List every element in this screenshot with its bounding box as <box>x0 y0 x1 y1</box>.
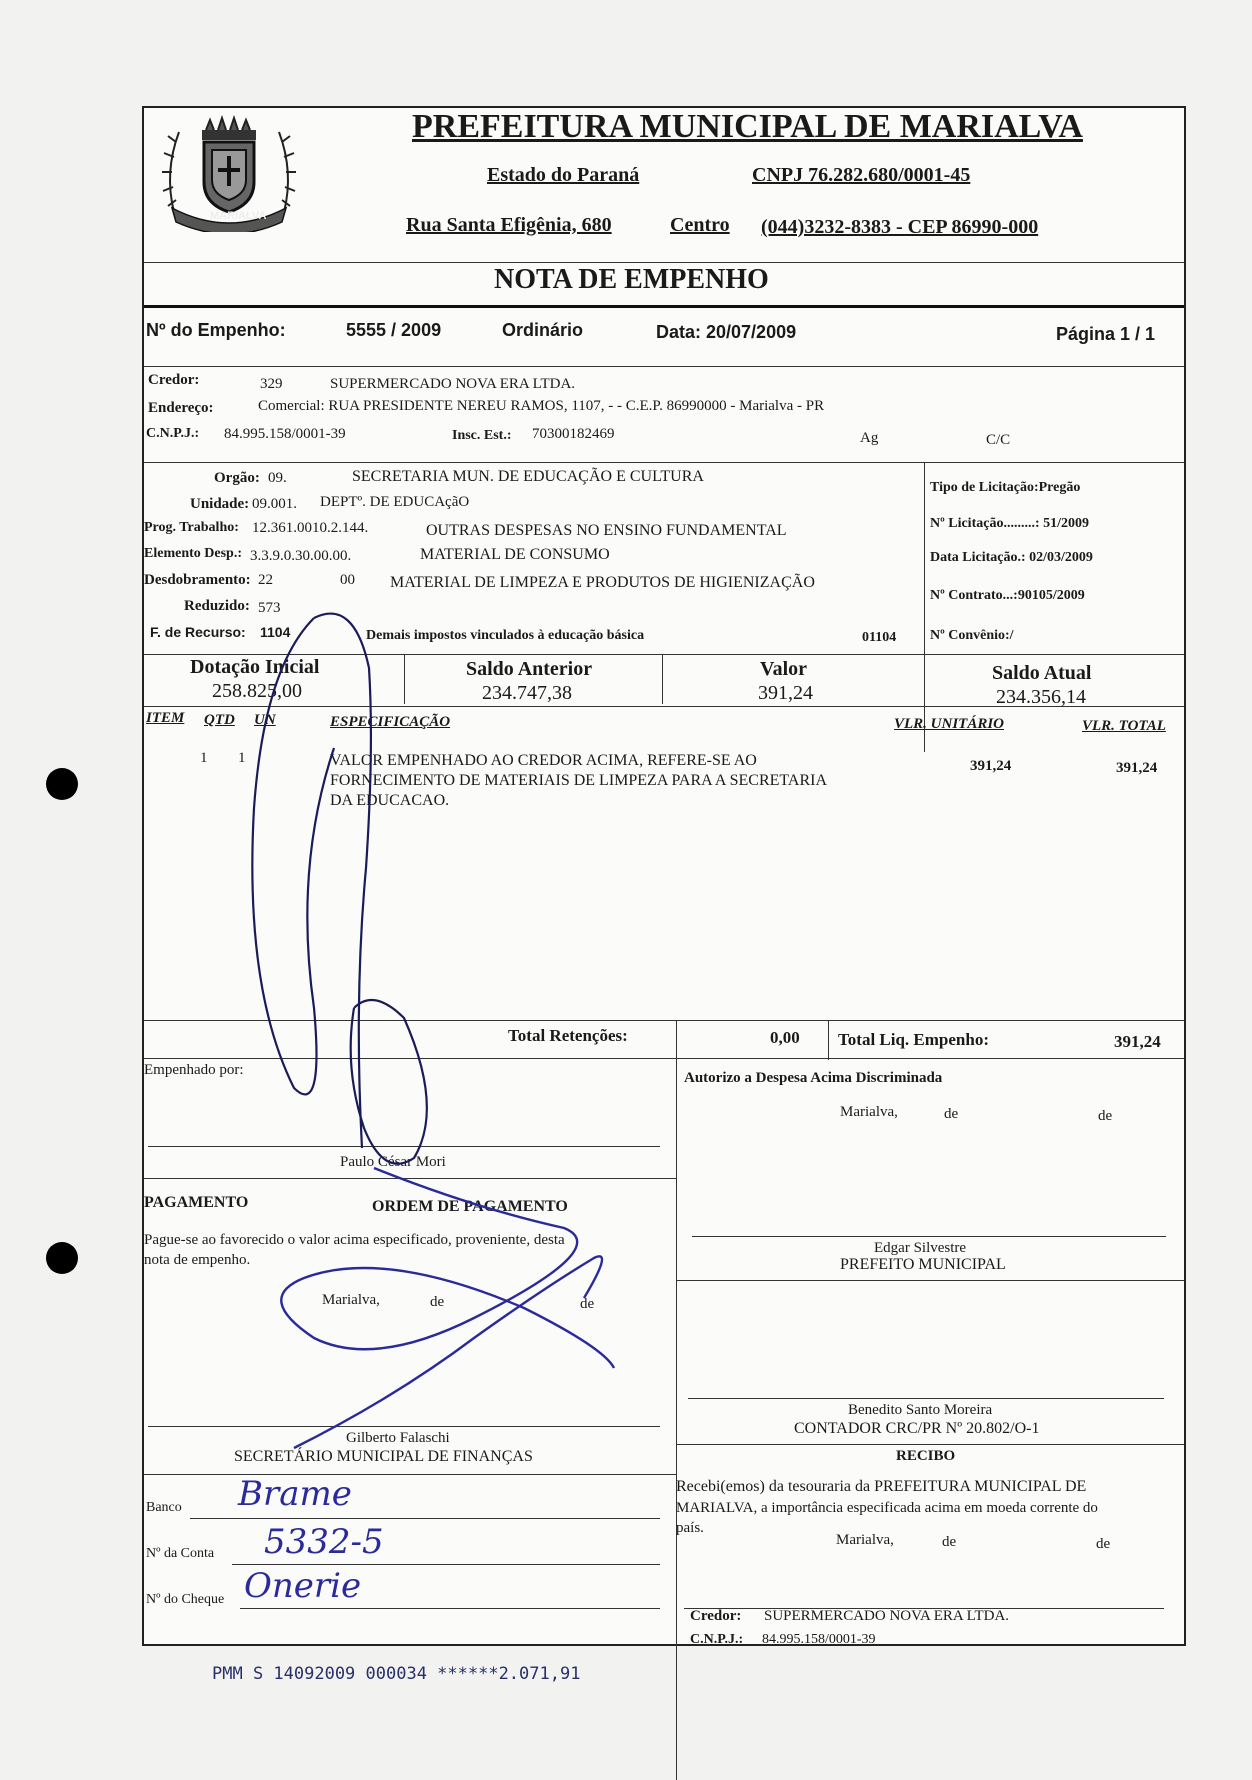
desdobramento-label: Desdobramento: <box>144 572 251 588</box>
pagamento-label: PAGAMENTO <box>144 1194 249 1211</box>
recibo-de-2: de <box>1096 1536 1111 1552</box>
total-retencoes-value: 0,00 <box>770 1028 800 1047</box>
prefeito-role: PREFEITO MUNICIPAL <box>840 1256 1006 1273</box>
empenhado-por-name: Paulo César Mori <box>340 1154 446 1170</box>
credor-code: 329 <box>260 376 283 392</box>
data-licitacao: Data Licitação.: 02/03/2009 <box>930 550 1093 565</box>
state-name: Estado do Paraná <box>487 164 640 186</box>
banco-label: Banco <box>146 1500 182 1515</box>
saldo-atual-label: Saldo Atual <box>992 662 1092 684</box>
saldo-anterior-label: Saldo Anterior <box>466 658 593 680</box>
contador-role: CONTADOR CRC/PR Nº 20.802/O-1 <box>794 1420 1040 1437</box>
reduzido-value: 573 <box>258 600 281 616</box>
col-qtd: QTD <box>204 712 235 728</box>
prefeito-name: Edgar Silvestre <box>874 1240 967 1256</box>
page-number: Página 1 / 1 <box>1056 324 1156 344</box>
credor-address: Comercial: RUA PRESIDENTE NEREU RAMOS, 1107, - - C.E.P. 86990000 - Marialva - PR <box>258 398 825 414</box>
conta-label: Nº da Conta <box>146 1546 215 1561</box>
credor-name: SUPERMERCADO NOVA ERA LTDA. <box>330 376 576 392</box>
item-unit-value: 391,24 <box>970 758 1012 774</box>
pagamento-de-2: de <box>580 1296 595 1312</box>
col-valor-unitario: VLR. UNITÁRIO <box>894 716 1005 732</box>
total-liquido-label: Total Liq. Empenho: <box>838 1030 989 1049</box>
credor-label: Credor: <box>148 372 200 388</box>
recibo-marialva-label: Marialva, <box>836 1532 894 1548</box>
col-valor-total: VLR. TOTAL <box>1082 718 1166 734</box>
ordem-pagamento-label: ORDEM DE PAGAMENTO <box>372 1198 568 1215</box>
orgao-code: 09. <box>268 470 287 486</box>
item-total-value: 391,24 <box>1116 760 1158 776</box>
recibo-credor-label: Credor: <box>690 1608 742 1624</box>
item-qty: 1 <box>238 750 246 766</box>
fonte-recurso-ref: 01104 <box>862 630 897 645</box>
elemento-label: Elemento Desp.: <box>144 546 242 561</box>
prog-trabalho-label: Prog. Trabalho: <box>144 520 239 535</box>
item-desc-line3: DA EDUCACAO. <box>330 792 450 809</box>
empenhado-por-label: Empenhado por: <box>144 1062 244 1078</box>
banco-handwritten: Brame <box>238 1474 352 1514</box>
reduzido-label: Reduzido: <box>184 598 250 614</box>
dotacao-inicial-label: Dotação Inicial <box>190 656 320 678</box>
numero-contrato: Nº Contrato...:90105/2009 <box>930 588 1085 603</box>
punch-hole-bottom <box>46 1242 78 1274</box>
credor-ie: 70300182469 <box>532 426 615 442</box>
tipo-licitacao: Tipo de Licitação:Pregão <box>930 480 1081 495</box>
recibo-line2: MARIALVA, a importância especificada acima em moeda corrente do <box>676 1500 1098 1516</box>
secretario-role: SECRETÁRIO MUNICIPAL DE FINANÇAS <box>234 1448 533 1465</box>
pagamento-de-1: de <box>430 1294 445 1310</box>
empenho-form <box>142 106 1186 1646</box>
prog-trabalho-name: OUTRAS DESPESAS NO ENSINO FUNDAMENTAL <box>426 522 787 539</box>
autorizo-de-2: de <box>1098 1108 1113 1124</box>
ie-label: Insc. Est.: <box>452 428 512 443</box>
empenho-number: 5555 / 2009 <box>346 320 442 340</box>
recibo-title: RECIBO <box>896 1448 956 1464</box>
numero-licitacao: Nº Licitação.........: 51/2009 <box>930 516 1089 531</box>
address-label: Endereço: <box>148 400 214 416</box>
desdobramento-sub: 00 <box>340 572 355 588</box>
fonte-recurso-code: 1104 <box>260 624 291 640</box>
saldo-anterior-value: 234.747,38 <box>482 682 572 704</box>
autorizo-marialva-label: Marialva, <box>840 1104 898 1120</box>
col-item: ITEM <box>146 710 185 726</box>
municipality-cnpj: CNPJ 76.282.680/0001-45 <box>752 164 971 186</box>
fonte-recurso-name: Demais impostos vinculados à educação básica <box>366 628 645 643</box>
empenho-date: Data: 20/07/2009 <box>656 322 797 342</box>
unidade-label: Unidade: <box>190 496 250 512</box>
unidade-code: 09.001. <box>252 496 297 512</box>
pague-se-line1: Pague-se ao favorecido o valor acima especificado, proveniente, desta <box>144 1232 565 1248</box>
autorizo-de-1: de <box>944 1106 959 1122</box>
unidade-name: DEPTº. DE EDUCAçãO <box>320 494 470 510</box>
punch-hole-top <box>46 768 78 800</box>
bank-agency-label: Ag <box>860 430 879 446</box>
recibo-line3: país. <box>676 1520 704 1536</box>
seal-banner-text: MARIALVA <box>210 210 267 222</box>
orgao-name: SECRETARIA MUN. DE EDUCAÇÃO E CULTURA <box>352 468 704 485</box>
numero-convenio: Nº Convênio:/ <box>930 628 1014 643</box>
elemento-code: 3.3.9.0.30.00.00. <box>250 548 352 564</box>
item-desc-line1: VALOR EMPENHADO AO CREDOR ACIMA, REFERE-SE AO <box>330 752 757 769</box>
address-district: Centro <box>670 214 730 236</box>
fonte-recurso-label: F. de Recurso: <box>150 624 246 640</box>
recibo-line1: Recebi(emos) da tesouraria da PREFEITURA MUNICIPAL DE <box>676 1478 1087 1495</box>
col-especificacao: ESPECIFICAÇÃO <box>330 714 451 730</box>
desdobramento-code: 22 <box>258 572 273 588</box>
conta-handwritten: 5332-5 <box>264 1522 384 1562</box>
prog-trabalho-code: 12.361.0010.2.144. <box>252 520 369 536</box>
contador-name: Benedito Santo Moreira <box>848 1402 993 1418</box>
recibo-de-1: de <box>942 1534 957 1550</box>
cheque-handwritten: Onerie <box>244 1566 362 1606</box>
document-title: NOTA DE EMPENHO <box>494 264 769 295</box>
recibo-credor-name: SUPERMERCADO NOVA ERA LTDA. <box>764 1608 1010 1624</box>
item-number: 1 <box>200 750 208 766</box>
recibo-cnpj-label: C.N.P.J.: <box>690 1632 744 1647</box>
pague-se-line2: nota de empenho. <box>144 1252 251 1268</box>
empenho-number-label: Nº do Empenho: <box>146 320 286 340</box>
dotacao-inicial-value: 258.825,00 <box>212 680 302 702</box>
item-desc-line2: FORNECIMENTO DE MATERIAIS DE LIMPEZA PARA A SECRETARIA <box>330 772 827 789</box>
total-liquido-value: 391,24 <box>1114 1032 1161 1051</box>
credor-cnpj-label: C.N.P.J.: <box>146 426 200 441</box>
recibo-cnpj: 84.995.158/0001-39 <box>762 1632 876 1647</box>
desdobramento-name: MATERIAL DE LIMPEZA E PRODUTOS DE HIGIENIZAÇÃO <box>390 574 815 591</box>
handwritten-signature-strokes <box>144 108 1188 1648</box>
col-un: UN <box>254 712 276 728</box>
municipality-title: PREFEITURA MUNICIPAL DE MARIALVA <box>412 108 1083 145</box>
address-phone-cep: (044)3232-8383 - CEP 86990-000 <box>761 216 1039 238</box>
autorizo-despesa: Autorizo a Despesa Acima Discriminada <box>684 1070 943 1086</box>
orgao-label: Orgão: <box>214 470 260 486</box>
valor-value: 391,24 <box>758 682 813 704</box>
secretario-name: Gilberto Falaschi <box>346 1430 450 1446</box>
bank-account-label: C/C <box>986 432 1011 448</box>
pagamento-marialva-label: Marialva, <box>322 1292 380 1308</box>
valor-label: Valor <box>760 658 808 680</box>
saldo-atual-value: 234.356,14 <box>996 686 1086 708</box>
footer-stamp: PMM S 14092009 000034 ******2.071,91 <box>212 1664 581 1684</box>
credor-cnpj: 84.995.158/0001-39 <box>224 426 346 442</box>
elemento-name: MATERIAL DE CONSUMO <box>420 546 610 563</box>
total-retencoes-label: Total Retenções: <box>508 1026 628 1045</box>
address-street: Rua Santa Efigênia, 680 <box>406 214 612 236</box>
cheque-label: Nº do Cheque <box>146 1592 225 1607</box>
empenho-type: Ordinário <box>502 320 584 340</box>
